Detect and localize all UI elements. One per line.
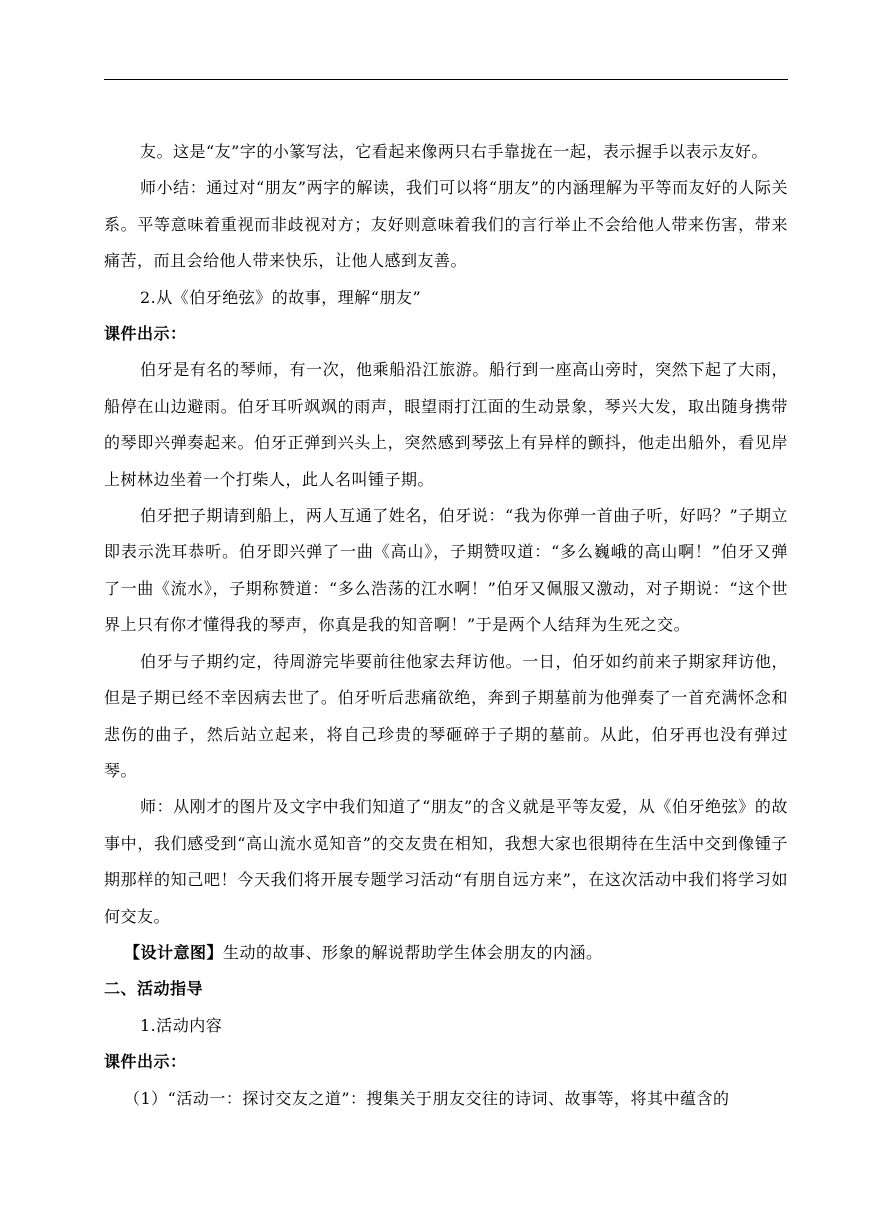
design-intent: [104, 935, 788, 971]
paragraph-teacher-summary: 师小结：通过对“朋友”两字的解读，我们可以将“朋友”的内涵理解为平等而友好的人际关系。平等意味着重视而非歧视对方；友好则意味着我们的言行举止不会给他人带来伤害，带来痛苦，而且会给他人带来快乐，让他人感到友善。: [104, 178, 788, 271]
section-heading-boyajuexian: 2.从《伯牙绝弦》的故事，理解“朋友”: [140, 287, 422, 307]
activity-one-item: （1）“活动一：探讨交友之道”：搜集关于朋友交往的诗词、故事等，将其中蕴含的: [124, 1088, 730, 1108]
courseware-label-2: 课件出示：: [104, 1052, 187, 1072]
courseware-label: 课件出示：: [104, 324, 187, 344]
design-intent-text: 生动的故事、形象的解说帮助学生体会朋友的内涵。: [223, 942, 603, 962]
subheading-activity-content: 1.活动内容: [140, 1015, 223, 1035]
paragraph-teacher-intro: 师：从刚才的图片及文字中我们知道了“朋友”的含义就是平等友爱，从《伯牙绝弦》的故事中，我们感受到“高山流水觅知音”的交友贵在相知，我想大家也很期待在生活中交到像锺子期那样的知己吧！今天我们将开展专题学习活动“有朋自远方来”，在这次活动中我们将学习如何交友。: [104, 797, 788, 926]
design-intent-label: 【设计意图】: [124, 942, 224, 962]
story-paragraph-3: 伯牙与子期约定，待周游完毕要前往他家去拜访他。一日，伯牙如约前来子期家拜访他，但是子期已经不幸因病去世了。伯牙听后悲痛欲绝，奔到子期墓前为他弹奏了一首充满怀念和悲伤的曲子，然后站立起来，将自己珍贵的琴砸碎于子期的墓前。从此，伯牙再也没有弹过琴。: [104, 651, 788, 780]
paragraph-xiaozhuan-you: 友。这是“友”字的小篆写法，它看起来像两只右手靠拢在一起，表示握手以表示友好。: [140, 142, 768, 161]
story-paragraph-1: 伯牙是有名的琴师，有一次，他乘船沿江旅游。船行到一座高山旁时，突然下起了大雨，船停在山边避雨。伯牙耳听飒飒的雨声，眼望雨打江面的生动景象，琴兴大发，取出随身携带的琴即兴弹奏起来。伯牙正弹到兴头上，突然感到琴弦上有异样的颤抖，他走出船外，看见岸上树林边坐着一个打柴人，此人名叫锺子期。: [104, 360, 788, 489]
section-heading-activity-guide: 二、活动指导: [104, 979, 204, 999]
header-rule: [104, 79, 788, 80]
document-body: [104, 134, 788, 1117]
story-paragraph-2: 伯牙把子期请到船上，两人互通了姓名，伯牙说：“我为你弹一首曲子听，好吗？”子期立即表示洗耳恭听。伯牙即兴弹了一曲《高山》，子期赞叹道：“多么巍峨的高山啊！”伯牙又弹了一曲《流水》，子期称赞道：“多么浩荡的江水啊！”伯牙又佩服又激动，对子期说：“这个世界上只有你才懂得我的琴声，你真是我的知音啊！”于是两个人结拜为生死之交。: [104, 506, 788, 635]
